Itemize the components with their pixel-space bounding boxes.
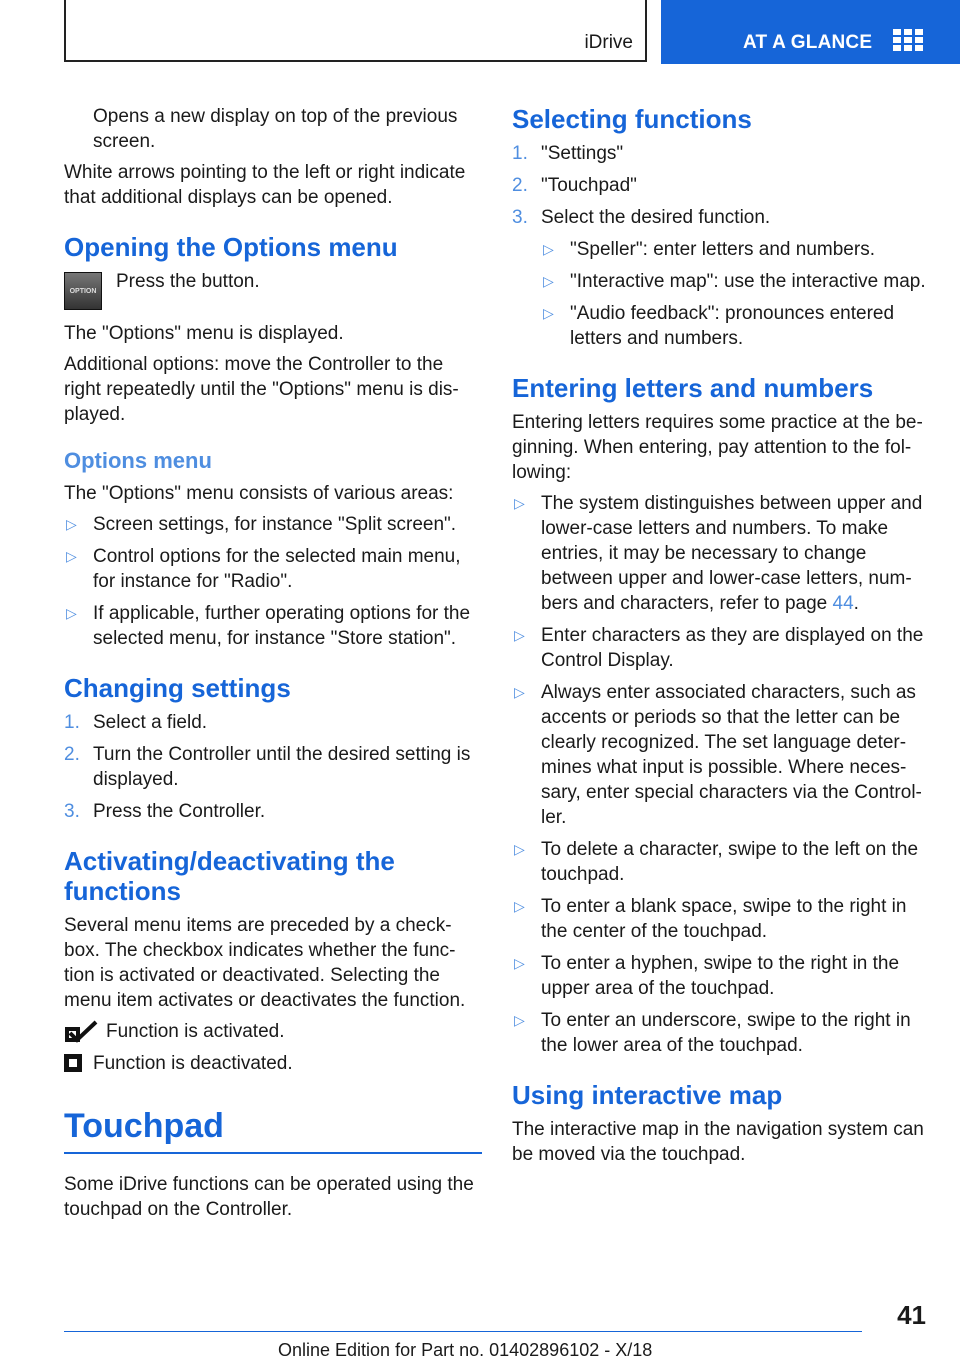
options-menu-heading: Options menu [64, 448, 212, 473]
option-button-row [64, 269, 482, 313]
touchpad-heading: Touchpad [64, 1107, 224, 1145]
selecting-steps-list [512, 141, 932, 230]
list-item: ▷ To enter a hyphen, swipe to the right in the upper area of the touchpad. [514, 953, 900, 999]
option-button-icon: OPTION [64, 272, 102, 310]
triangle-bullet-icon: ▷ [66, 516, 77, 532]
intro-arrows-text: White arrows pointing to the left or right indicate that additional displays can be opened. [64, 162, 466, 208]
activating-text: Several menu items are preceded by a check‐box. The checkbox indicates whether the func‐tion is activated or deactivated. Selecting the menu item activates or deactivates the function. [64, 915, 466, 1011]
additional-options-text: Additional options: move the Controller to the right repeatedly until the "Options" menu is dis‐played. [64, 354, 459, 425]
triangle-bullet-icon: ▷ [514, 1012, 525, 1028]
options-displayed-text: The "Options" menu is displayed. [64, 323, 344, 344]
left-column [64, 104, 482, 1228]
triangle-bullet-icon: ▷ [514, 955, 525, 971]
checkmark-box-icon [64, 1019, 98, 1045]
activating-heading: Activating/deactivating the functions [64, 846, 395, 906]
list-item: 2. "Touchpad" [512, 175, 637, 196]
options-heading: Opening the Options menu [64, 232, 398, 262]
list-item: ▷ "Audio feedback": pronounces entered letters and numbers. [543, 303, 895, 349]
list-item: 1. "Settings" [512, 143, 624, 164]
selecting-sub-list [541, 237, 932, 351]
triangle-bullet-icon: ▷ [514, 684, 525, 700]
options-menu-text: The "Options" menu consists of various areas: [64, 483, 454, 504]
touchpad-text: Some iDrive functions can be operated using the touchpad on the Controller. [64, 1174, 474, 1220]
triangle-bullet-icon: ▷ [514, 841, 525, 857]
list-item: ▷ "Interactive map": use the interactive map. [543, 271, 926, 292]
press-button-text: Press the button. [116, 271, 260, 292]
empty-checkbox-icon [64, 1054, 82, 1072]
section-divider [64, 1152, 482, 1154]
list-item: 1. Select a field. [64, 712, 208, 733]
deactivated-row [64, 1051, 482, 1076]
list-item: ▷ "Speller": enter letters and numbers. [543, 239, 875, 260]
grid-icon [893, 29, 923, 52]
page-number: 41 [897, 1300, 926, 1330]
right-column [512, 104, 932, 1173]
entering-heading: Entering letters and numbers [512, 373, 874, 403]
list-item: ▷ To enter an underscore, swipe to the right in the lower area of the touchpad. [514, 1010, 911, 1056]
triangle-bullet-icon: ▷ [514, 627, 525, 643]
changing-steps-list [64, 710, 482, 824]
entering-text: Entering letters requires some practice at the be‐ginning. When entering, pay attention to the fol‐lowing: [512, 412, 923, 483]
list-item: ▷ Screen settings, for instance "Split screen". [66, 514, 457, 535]
list-item: 3. Press the Controller. [64, 801, 266, 822]
list-item: ▷ Control options for the selected main menu, for instance for "Radio". [66, 546, 461, 592]
list-item: ▷ Always enter associated characters, such as accents or periods so that the letter can be clearly recognized. The set language deter‐mines what input is possible. Where neces‐sary, enter special characters via the Control‐ler. [514, 682, 922, 828]
header-section-box [64, 0, 647, 62]
list-item: ▷ To enter a blank space, swipe to the right in the center of the touchpad. [514, 896, 907, 942]
header-chapter-tab[interactable] [661, 0, 960, 64]
page-link[interactable]: 44 [832, 593, 854, 614]
header-section-title: iDrive [584, 32, 633, 53]
activated-row [64, 1019, 482, 1044]
interactive-map-heading: Using interactive map [512, 1080, 783, 1110]
entering-list [512, 491, 932, 1058]
list-item: ▷ The system distinguishes between upper and lower-case letters and numbers. To make entries, it may be necessary to change between upper and lower-case letters, num‐bers and characters, refer to page 44. [514, 493, 923, 614]
list-item: ▷ Enter characters as they are displayed on the Control Display. [514, 625, 924, 671]
footer-edition: Online Edition for Part no. 01402896102 - X/18 [278, 1340, 653, 1360]
triangle-bullet-icon: ▷ [66, 605, 77, 621]
selecting-heading: Selecting functions [512, 104, 752, 134]
activated-text: Function is activated. [106, 1021, 285, 1042]
list-item: ▷ If applicable, further operating options for the selected menu, for instance "Store station". [66, 603, 471, 649]
changing-settings-heading: Changing settings [64, 673, 291, 703]
triangle-bullet-icon: ▷ [543, 273, 554, 289]
triangle-bullet-icon: ▷ [66, 548, 77, 564]
triangle-bullet-icon: ▷ [514, 495, 525, 511]
footer-divider [64, 1331, 862, 1332]
triangle-bullet-icon: ▷ [543, 305, 554, 321]
interactive-map-text: The interactive map in the navigation system can be moved via the touchpad. [512, 1119, 924, 1165]
list-item: 3. Select the desired function. [512, 207, 771, 228]
list-item: 2. Turn the Controller until the desired setting is displayed. [64, 744, 471, 790]
header-chapter-label: AT A GLANCE [743, 32, 873, 53]
deactivated-text: Function is deactivated. [93, 1053, 293, 1074]
triangle-bullet-icon: ▷ [514, 898, 525, 914]
options-menu-list [64, 512, 482, 651]
triangle-bullet-icon: ▷ [543, 241, 554, 257]
list-item: ▷ To delete a character, swipe to the left on the touchpad. [514, 839, 919, 885]
selecting-sub-list-wrap [512, 237, 932, 351]
intro-text: Opens a new display on top of the previous screen. [93, 106, 458, 152]
